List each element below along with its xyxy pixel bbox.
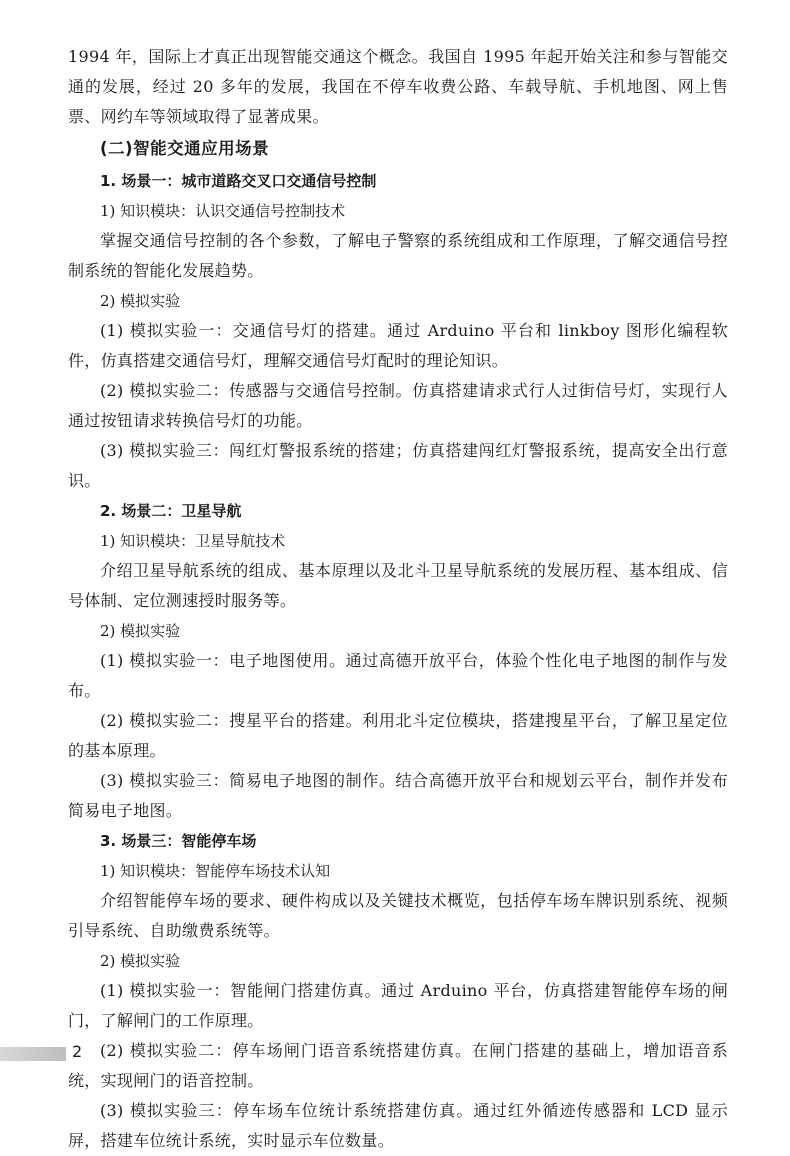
scene1-knowledge-title: 1) 知识模块：认识交通信号控制技术 (100, 202, 346, 220)
scene1-exp2: (2) 模拟实验二：传感器与交通信号控制。仿真搭建请求式行人过街信号灯，实现行人通过按钮请求转换信号灯的功能。 (68, 381, 728, 430)
scene1-exp1: (1) 模拟实验一：交通信号灯的搭建。通过 Arduino 平台和 linkboy 图形化编程软件，仿真搭建交通信号灯，理解交通信号灯配时的理论知识。 (68, 321, 728, 370)
scene3-exp1: (1) 模拟实验一：智能闸门搭建仿真。通过 Arduino 平台，仿真搭建智能停车场的闸门，了解闸门的工作原理。 (68, 981, 728, 1030)
scene2-knowledge-title: 1) 知识模块：卫星导航技术 (100, 532, 286, 550)
page-number: 2 (72, 1042, 83, 1061)
scene3-exp3: (3) 模拟实验三：停车场车位统计系统搭建仿真。通过红外循迹传感器和 LCD 显示屏，搭建车位统计系统，实时显示车位数量。 (68, 1101, 728, 1150)
scene3-heading: 3. 场景三：智能停车场 (100, 832, 257, 850)
scene1-exp3: (3) 模拟实验三：闯红灯警报系统的搭建；仿真搭建闯红灯警报系统，提高安全出行意识。 (68, 441, 728, 490)
scene2-heading: 2. 场景二：卫星导航 (100, 502, 242, 520)
section-heading: (二)智能交通应用场景 (100, 139, 270, 158)
intro-paragraph: 1994 年，国际上才真正出现智能交通这个概念。我国自 1995 年起开始关注和参与智能交通的发展，经过 20 多年的发展，我国在不停车收费公路、车载导航、手机地图、网上售票、网约车等领域取得了显著成果。 (68, 47, 728, 126)
footer-bar (0, 1047, 66, 1061)
scene2-knowledge-text: 介绍卫星导航系统的组成、基本原理以及北斗卫星导航系统的发展历程、基本组成、信号体制、定位测速授时服务等。 (68, 561, 728, 610)
scene1-knowledge-text: 掌握交通信号控制的各个参数，了解电子警察的系统组成和工作原理，了解交通信号控制系统的智能化发展趋势。 (68, 231, 728, 280)
scene3-knowledge-text: 介绍智能停车场的要求、硬件构成以及关键技术概览，包括停车场车牌识别系统、视频引导系统、自助缴费系统等。 (68, 891, 728, 940)
scene2-exp2: (2) 模拟实验二：搜星平台的搭建。利用北斗定位模块，搭建搜星平台，了解卫星定位的基本原理。 (68, 711, 728, 760)
scene1-experiment-title: 2) 模拟实验 (100, 292, 181, 310)
scene3-knowledge-title: 1) 知识模块：智能停车场技术认知 (100, 862, 331, 880)
scene2-exp3: (3) 模拟实验三：简易电子地图的制作。结合高德开放平台和规划云平台，制作并发布简易电子地图。 (68, 771, 728, 820)
scene2-experiment-title: 2) 模拟实验 (100, 622, 181, 640)
scene1-heading: 1. 场景一：城市道路交叉口交通信号控制 (100, 172, 377, 190)
page-body (68, 42, 728, 1156)
scene3-exp2: (2) 模拟实验二：停车场闸门语音系统搭建仿真。在闸门搭建的基础上，增加语音系统，实现闸门的语音控制。 (68, 1041, 728, 1090)
scene3-experiment-title: 2) 模拟实验 (100, 952, 181, 970)
scene2-exp1: (1) 模拟实验一：电子地图使用。通过高德开放平台，体验个性化电子地图的制作与发布。 (68, 651, 728, 700)
